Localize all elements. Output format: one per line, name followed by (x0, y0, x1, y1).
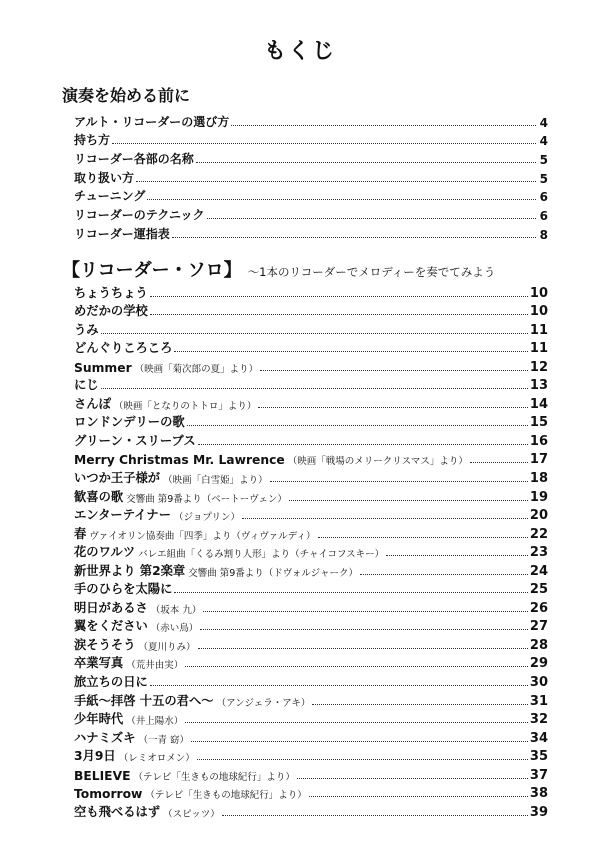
toc-entry-page-number: 6 (539, 190, 548, 205)
toc-entry-page-number: 31 (529, 693, 548, 709)
toc-entry-page-number: 18 (529, 471, 548, 487)
dot-leader (312, 704, 528, 705)
toc-entry-title: リコーダー運指表 (74, 226, 170, 241)
toc-entry-subtitle: （井上陽水） (126, 716, 184, 728)
toc-entry (74, 412, 548, 431)
toc-entry-page-number: 11 (529, 322, 548, 338)
dot-leader (222, 815, 528, 816)
toc-entry-page-number: 24 (529, 563, 548, 579)
toc-entry-subtitle: （一青 窈） (138, 734, 190, 746)
toc-entry-subtitle: バレエ組曲「くるみ割り人形」より（チャイコフスキー） (138, 549, 385, 561)
section-subheading: ～1本のリコーダーでメロディーを奏でてみよう (247, 265, 496, 279)
toc-entry (74, 653, 548, 672)
dot-leader (318, 537, 528, 538)
toc-entry (74, 746, 548, 765)
toc-entry-subtitle: （映画「白雪姫」より） (163, 475, 268, 487)
dot-leader (150, 296, 528, 297)
toc-entry (74, 282, 548, 301)
section-heading-recorder-solo (62, 256, 495, 282)
toc-entry (74, 801, 548, 820)
toc-entry-title: 卒業写真 (74, 656, 124, 671)
toc-entry-subtitle: （テレビ「生きもの地球紀行」より） (145, 790, 307, 802)
toc-entry-title: 手のひらを太陽に (74, 582, 173, 597)
toc-entry-page-number: 13 (529, 378, 548, 394)
toc-entry-page-number: 10 (529, 304, 548, 320)
toc-entry-title: ハナミズキ (74, 730, 136, 745)
toc-entry-subtitle: （レミオロメン） (118, 753, 195, 765)
toc-entry-page-number: 30 (529, 675, 548, 691)
toc-list-before-playing (74, 111, 548, 242)
dot-leader (187, 425, 528, 426)
toc-entry-page-number: 8 (539, 227, 548, 242)
toc-entry-page-number: 16 (529, 433, 548, 449)
toc-entry-title: うみ (74, 322, 99, 337)
toc-entry (74, 449, 548, 468)
toc-entry-page-number: 20 (529, 508, 548, 524)
dot-leader (196, 162, 536, 163)
toc-entry-title: エンターテイナー (74, 508, 172, 523)
dot-leader (112, 143, 536, 144)
toc-entry (74, 709, 548, 728)
toc-entry-page-number: 39 (529, 804, 548, 820)
toc-entry-subtitle: ヴァイオリン協奏曲「四季」より（ヴィヴァルディ） (89, 530, 316, 542)
toc-entry-title: 歓喜の歌 (74, 489, 124, 504)
toc-entry-title: いつか王子様が (74, 471, 161, 486)
toc-entry-title: ちょうちょう (74, 285, 148, 300)
toc-entry (74, 338, 548, 357)
toc-entry-title: グリーン・スリーブス (74, 433, 196, 448)
toc-entry (74, 167, 548, 186)
toc-entry (74, 690, 548, 709)
dot-leader (242, 518, 528, 519)
toc-entry-page-number: 11 (529, 341, 548, 357)
dot-leader (172, 237, 536, 238)
toc-entry-page-number: 28 (529, 637, 548, 653)
toc-entry (74, 764, 548, 783)
toc-entry-title: Merry Christmas Mr. Lawrence (74, 453, 285, 468)
toc-entry-title: 持ち方 (74, 133, 111, 148)
toc-entry (74, 430, 548, 449)
dot-leader (386, 555, 528, 556)
toc-entry-subtitle: （テレビ「生きもの地球紀行」より） (133, 771, 295, 783)
toc-entry-title: リコーダーのテクニック (74, 208, 205, 223)
dot-leader (203, 611, 528, 612)
dot-leader (150, 314, 528, 315)
dot-leader (101, 388, 528, 389)
toc-entry-title: Tomorrow (74, 787, 143, 802)
toc-entry-title: にじ (74, 378, 99, 393)
toc-entry-title: 新世界より 第2楽章 (74, 563, 186, 578)
toc-entry-title: 明日があるさ (74, 600, 148, 615)
dot-leader (270, 481, 528, 482)
toc-entry (74, 523, 548, 542)
dot-leader (309, 796, 528, 797)
dot-leader (207, 218, 536, 219)
toc-entry (74, 204, 548, 223)
page-title: もくじ (263, 39, 336, 64)
dot-leader (147, 199, 536, 200)
toc-entry-subtitle: （映画「戦場のメリークリスマス」より） (287, 456, 468, 468)
toc-entry-title: リコーダー各部の名称 (74, 152, 194, 167)
dot-leader (297, 778, 528, 779)
toc-entry (74, 319, 548, 338)
toc-entry (74, 783, 548, 802)
toc-entry-title: ロンドンデリーの歌 (74, 415, 185, 430)
toc-entry (74, 130, 548, 149)
toc-entry-subtitle: （映画「となりのトトロ」より） (113, 400, 257, 412)
toc-entry-title: 少年時代 (74, 712, 124, 727)
toc-entry-title: 取り扱い方 (74, 170, 135, 185)
toc-entry-title: Summer (74, 360, 132, 375)
toc-entry-page-number: 38 (529, 786, 548, 802)
toc-entry-page-number: 26 (529, 600, 548, 616)
toc-entry (74, 560, 548, 579)
toc-entry (74, 616, 548, 635)
toc-entry-page-number: 22 (529, 526, 548, 542)
toc-entry-page-number: 19 (529, 489, 548, 505)
toc-entry-subtitle: （坂本 九） (150, 604, 202, 616)
toc-entry-title: BELIEVE (74, 768, 131, 783)
toc-entry-page-number: 4 (539, 134, 548, 149)
dot-leader (260, 370, 528, 371)
toc-entry-title: 翼をください (74, 619, 148, 634)
toc-entry-subtitle: （映画「菊次郎の夏」より） (134, 363, 259, 375)
toc-entry (74, 671, 548, 690)
dot-leader (185, 666, 528, 667)
toc-entry (74, 393, 548, 412)
toc-entry-title: 涙そうそう (74, 637, 136, 652)
toc-entry (74, 148, 548, 167)
toc-entry-subtitle: （夏川りみ） (138, 641, 196, 653)
toc-entry-page-number: 4 (539, 115, 548, 130)
toc-entry-page-number: 15 (529, 415, 548, 431)
toc-entry-page-number: 25 (529, 582, 548, 598)
toc-entry-title: チューニング (74, 189, 146, 204)
dot-leader (198, 444, 528, 445)
toc-entry (74, 111, 548, 130)
dot-leader (231, 125, 536, 126)
toc-entry-title: さんぽ (74, 396, 111, 411)
toc-entry (74, 505, 548, 524)
dot-leader (360, 574, 528, 575)
dot-leader (470, 462, 528, 463)
toc-entry (74, 467, 548, 486)
toc-entry-subtitle: （アンジェラ・アキ） (216, 697, 311, 709)
dot-leader (185, 722, 528, 723)
toc-entry (74, 542, 548, 561)
toc-entry-page-number: 5 (539, 153, 548, 168)
toc-entry-title: 手紙～拝啓 十五の君へ～ (74, 693, 214, 708)
dot-leader (197, 759, 528, 760)
toc-entry-page-number: 34 (529, 730, 548, 746)
toc-entry-subtitle: （ジョプリン） (174, 512, 240, 524)
toc-entry-subtitle: （荒井由実） (126, 660, 184, 672)
toc-entry (74, 727, 548, 746)
toc-entry-title: 旅立ちの日に (74, 675, 148, 690)
toc-entry-page-number: 29 (529, 656, 548, 672)
dot-leader (101, 333, 528, 334)
toc-entry (74, 223, 548, 242)
toc-entry-title: 花のワルツ (74, 545, 136, 560)
toc-entry (74, 634, 548, 653)
toc-entry-title: アルト・リコーダーの選び方 (74, 114, 230, 129)
dot-leader (198, 648, 528, 649)
toc-entry-title: 3月9日 (74, 749, 116, 764)
toc-entry (74, 597, 548, 616)
dot-leader (200, 629, 528, 630)
toc-entry (74, 186, 548, 205)
toc-entry-page-number: 35 (529, 749, 548, 765)
toc-entry-subtitle: （スピッツ） (163, 808, 220, 820)
toc-entry-page-number: 27 (529, 619, 548, 635)
toc-entry-page-number: 14 (529, 396, 548, 412)
dot-leader (289, 500, 528, 501)
toc-entry-subtitle: 交響曲 第9番より（ベートーヴェン） (126, 493, 287, 505)
toc-entry (74, 356, 548, 375)
toc-entry-page-number: 32 (529, 712, 548, 728)
toc-entry (74, 375, 548, 394)
toc-entry-title: どんぐりころころ (74, 341, 173, 356)
toc-entry (74, 486, 548, 505)
toc-entry (74, 579, 548, 598)
dot-leader (258, 407, 527, 408)
toc-entry-page-number: 37 (529, 767, 548, 783)
dot-leader (174, 351, 528, 352)
toc-entry-page-number: 5 (539, 171, 548, 186)
toc-entry-subtitle: 交響曲 第9番より（ドヴォルジャーク） (188, 567, 358, 579)
toc-entry-page-number: 6 (539, 209, 548, 224)
section-heading-before-playing: 演奏を始める前に (62, 86, 191, 105)
toc-entry-page-number: 17 (529, 452, 548, 468)
toc-entry-title: 春 (74, 526, 87, 541)
toc-entry-page-number: 10 (529, 285, 548, 301)
dot-leader (174, 592, 528, 593)
dot-leader (150, 685, 528, 686)
toc-entry-subtitle: （赤い鳥） (150, 623, 199, 635)
toc-entry-page-number: 23 (529, 545, 548, 561)
section-heading-label: 【リコーダー・ソロ】 (62, 260, 242, 281)
toc-entry-title: めだかの学校 (74, 304, 148, 319)
toc-entry (74, 301, 548, 320)
toc-entry-title: 空も飛べるはず (74, 804, 161, 819)
toc-entry-page-number: 12 (529, 359, 548, 375)
toc-list-recorder-solo (74, 282, 548, 820)
dot-leader (136, 181, 536, 182)
dot-leader (191, 741, 528, 742)
